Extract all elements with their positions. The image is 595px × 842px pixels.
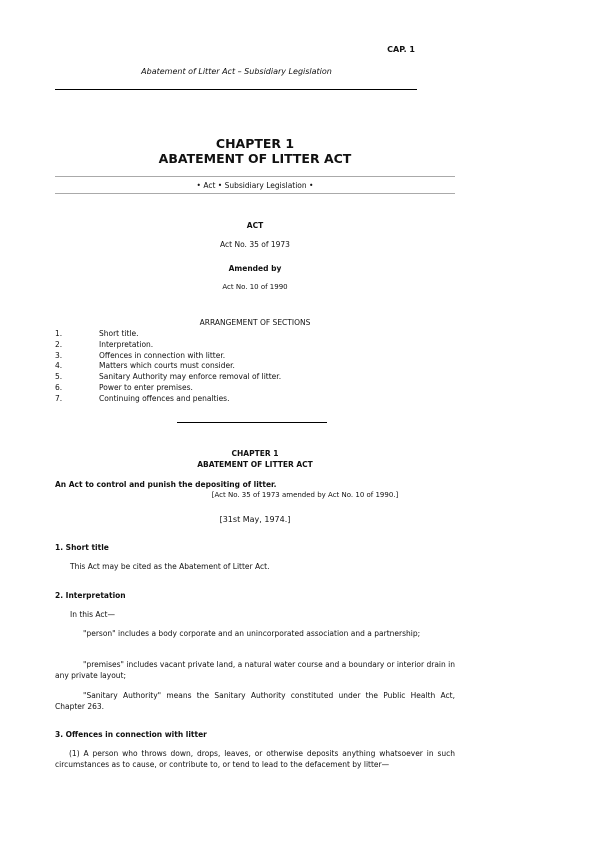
toc-num: 2. bbox=[55, 339, 63, 349]
toc-text: Sanitary Authority may enforce removal of litter. bbox=[99, 372, 282, 382]
toc-item[interactable] bbox=[55, 394, 455, 405]
section-1-heading: 1. Short title bbox=[55, 543, 109, 552]
toc-item[interactable] bbox=[55, 372, 455, 383]
header-rule bbox=[55, 89, 417, 90]
toc-num: 3. bbox=[55, 350, 63, 360]
running-head: Abatement of Litter Act – Subsidiary Legislation bbox=[141, 67, 332, 76]
toc-text: Matters which courts must consider. bbox=[99, 361, 235, 371]
definition-person bbox=[55, 628, 455, 639]
arrangement-heading: ARRANGEMENT OF SECTIONS bbox=[199, 318, 311, 327]
toc-text: Short title. bbox=[99, 329, 139, 338]
section-3-heading: 3. Offences in connection with litter bbox=[55, 730, 207, 739]
page-title-chapter: CHAPTER 1 bbox=[215, 136, 295, 151]
section-3-text-body: (1) A person who throws down, drops, leaves, or otherwise deposits anything whatsoever in such circumstances as to cause, or contribute to, or tend to lead to the defacement by litter— bbox=[55, 749, 455, 769]
definition-premises-text: "premises" includes vacant private land, a natural water course and a boundary or interior drain in any private layout; bbox=[55, 660, 455, 680]
amending-act: Act No. 10 of 1990 bbox=[222, 283, 288, 291]
subnav-links[interactable]: • Act • Subsidiary Legislation • bbox=[196, 181, 314, 190]
definition-sanitary-text: "Sanitary Authority" means the Sanitary Authority constituted under the Public Health Act, Chapter 263. bbox=[55, 691, 455, 711]
toc-num: 6. bbox=[55, 382, 63, 392]
section-2-heading: 2. Interpretation bbox=[55, 591, 126, 600]
long-title: An Act to control and punish the depositing of litter. bbox=[55, 480, 277, 489]
body-chapter-heading: CHAPTER 1 bbox=[231, 449, 279, 458]
definition-premises bbox=[55, 659, 455, 681]
body-act-title: ABATEMENT OF LITTER ACT bbox=[197, 460, 313, 469]
toc-item[interactable] bbox=[55, 351, 455, 362]
toc-item[interactable] bbox=[55, 383, 455, 394]
toc-num: 4. bbox=[55, 361, 63, 371]
definition-sanitary-authority bbox=[55, 690, 455, 712]
toc-num: 7. bbox=[55, 393, 63, 403]
toc-item[interactable] bbox=[55, 361, 455, 372]
section-2-intro: In this Act— bbox=[70, 610, 115, 619]
toc-item[interactable] bbox=[55, 329, 455, 340]
toc-text: Continuing offences and penalties. bbox=[99, 393, 230, 403]
definition-person-text: "person" includes a body corporate and an unincorporated association and a partnership; bbox=[83, 629, 421, 638]
arrangement-list bbox=[55, 329, 455, 405]
act-number: Act No. 35 of 1973 bbox=[220, 240, 290, 249]
page-title-act: ABATEMENT OF LITTER ACT bbox=[158, 151, 352, 166]
act-label: ACT bbox=[246, 221, 264, 230]
section-1-text: This Act may be cited as the Abatement of Litter Act. bbox=[70, 562, 270, 571]
chapter-cap-label: CAP. 1 bbox=[387, 45, 415, 54]
amended-by-label: Amended by bbox=[228, 264, 282, 273]
citation: [Act No. 35 of 1973 amended by Act No. 10 of 1990.] bbox=[211, 491, 399, 499]
toc-item[interactable] bbox=[55, 340, 455, 351]
toc-num: 5. bbox=[55, 372, 63, 382]
toc-num: 1. bbox=[55, 329, 63, 338]
section-divider bbox=[177, 422, 327, 423]
subnav-rule-bottom bbox=[55, 193, 455, 194]
commencement-date: [31st May, 1974.] bbox=[219, 515, 291, 524]
toc-text: Offences in connection with litter. bbox=[99, 350, 226, 360]
subnav-rule-top bbox=[55, 176, 455, 177]
toc-text: Interpretation. bbox=[99, 339, 154, 349]
toc-text: Power to enter premises. bbox=[99, 382, 193, 392]
section-3-text bbox=[55, 748, 455, 770]
